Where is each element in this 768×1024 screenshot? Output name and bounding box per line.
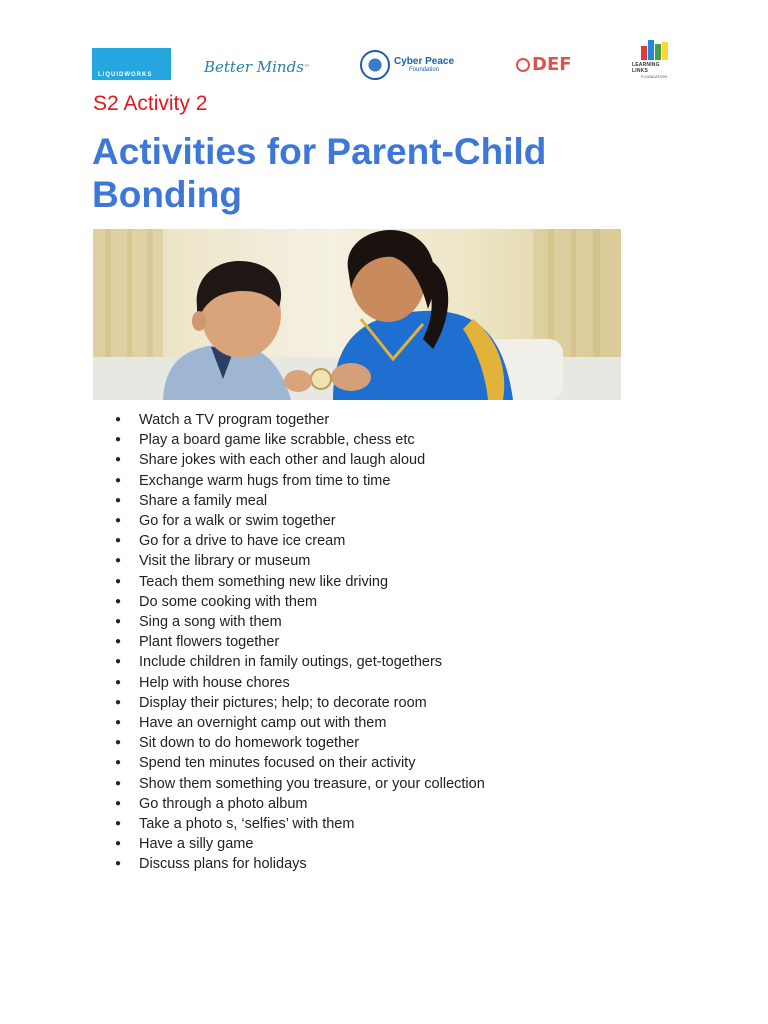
list-item: ● Plant flowers together [112, 632, 485, 652]
list-item: ● Share a family meal [112, 491, 485, 511]
learning-links-logo-subtext: FOUNDATION [640, 74, 668, 79]
list-item: ● Discuss plans for holidays [112, 854, 485, 874]
trademark-mark: ™ [303, 63, 310, 71]
list-item: ● Sit down to do homework together [112, 733, 485, 753]
list-item: ● Show them something you treasure, or your collection [112, 774, 485, 794]
list-item: ● Take a photo s, ‘selfies’ with them [112, 814, 485, 834]
page-title: Activities for Parent-Child Bonding [92, 131, 547, 215]
list-item: ● Have an overnight camp out with them [112, 713, 485, 733]
activity-list [112, 410, 485, 875]
list-item: ● Play a board game like scrabble, chess etc [112, 430, 485, 450]
globe-icon [360, 50, 390, 80]
liquidworks-logo [92, 48, 171, 80]
def-logo-text: DEF [532, 54, 572, 75]
list-item: ● Teach them something new like driving [112, 572, 485, 592]
list-item: ● Have a silly game [112, 834, 485, 854]
list-item: ● Go through a photo album [112, 794, 485, 814]
list-item: ● Display their pictures; help; to decorate room [112, 693, 485, 713]
cyber-peace-logo-text: Cyber Peace [394, 56, 455, 67]
def-logo [516, 54, 572, 75]
list-item: ● Do some cooking with them [112, 592, 485, 612]
logo-bar [92, 40, 682, 84]
learning-links-logo [632, 40, 676, 79]
better-minds-logo [204, 58, 310, 76]
list-item: ● Go for a walk or swim together [112, 511, 485, 531]
list-item: ● Help with house chores [112, 673, 485, 693]
list-item: ● Include children in family outings, get-togethers [112, 652, 485, 672]
list-item: ● Share jokes with each other and laugh aloud [112, 450, 485, 470]
book-bars-icon [641, 40, 668, 60]
list-item: ● Go for a drive to have ice cream [112, 531, 485, 551]
learning-links-logo-text: LEARNING LINKS [632, 62, 660, 74]
list-item: ● Exchange warm hugs from time to time [112, 471, 485, 491]
cyber-peace-logo-subtext: Foundation [409, 67, 440, 73]
better-minds-logo-text: Better Minds [204, 58, 304, 76]
wifi-icon [516, 58, 530, 72]
list-item: ● Visit the library or museum [112, 551, 485, 571]
cyber-peace-logo [360, 50, 454, 80]
list-item: ● Spend ten minutes focused on their activity [112, 753, 485, 773]
list-item: ● Watch a TV program together [112, 410, 485, 430]
mother-and-son-photo [93, 229, 621, 400]
activity-label: S2 Activity 2 [93, 92, 208, 115]
list-item: ● Sing a song with them [112, 612, 485, 632]
liquidworks-logo-text: LIQUIDWORKS [98, 72, 153, 78]
